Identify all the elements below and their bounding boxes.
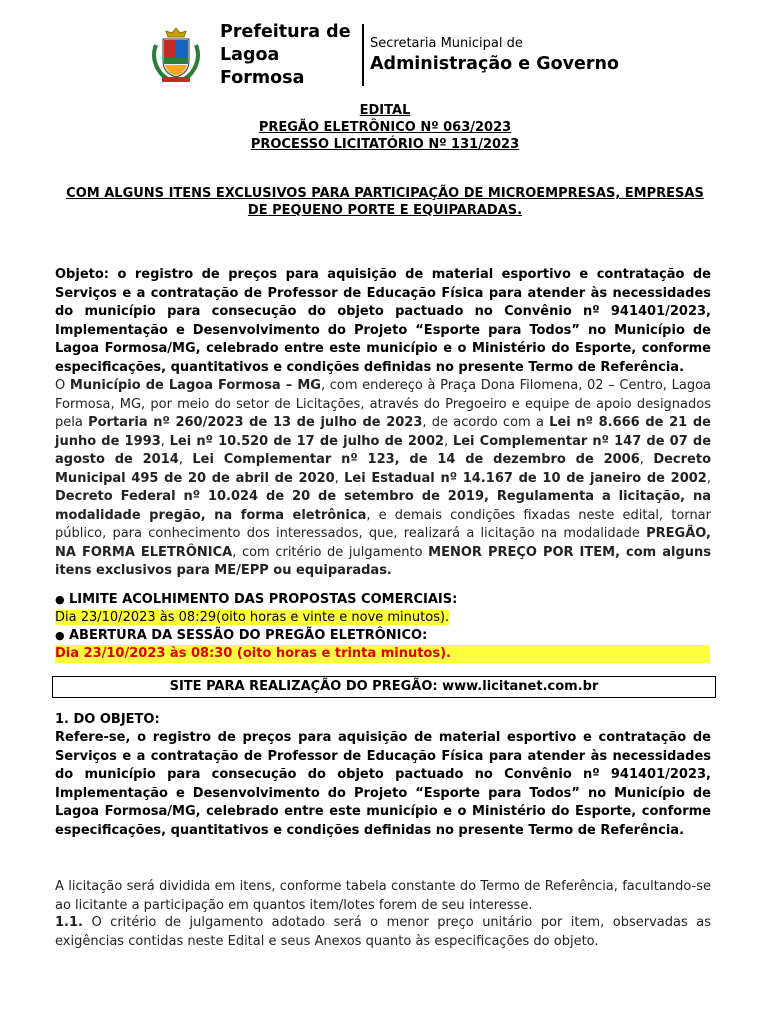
pregao-number: PREGÃO ELETRÔNICO Nº 063/2023	[258, 120, 512, 135]
limite-item	[55, 591, 715, 609]
intro-bold: Lei nº 10.520 de 17 de julho de 2002	[169, 433, 445, 449]
intro-text: ,	[639, 452, 654, 467]
intro-text: , com endereço à Praça Dona Filomena, 02 – Centro, Lagoa Formosa, MG, por meio do setor de Licitações, através do Pregoeiro e equipe de apoio designados pela	[55, 378, 711, 430]
intro-bold: Lei Estadual nº 14.167 de 10 de janeiro de 2002	[344, 470, 707, 486]
intro-bold: Lei Complementar nº 147 de 07 de agosto de 2014	[55, 433, 712, 467]
intro-text: O	[55, 378, 70, 393]
intro-text: , e demais condições fixadas neste edital, tornar público, para conhecimento dos interessados, que, realizará a licitação na modalidade	[55, 507, 711, 541]
abertura-date: Dia 23/10/2023 às 08:30 (oito horas e trinta minutos).	[55, 645, 710, 663]
letterhead	[150, 22, 619, 88]
intro-bold: Decreto Municipal 495 de 20 de abril de 2020	[55, 452, 712, 486]
intro-bold: PREGÃO, NA FORMA ELETRÔNICA	[55, 526, 711, 560]
item-1-1	[55, 914, 711, 951]
org-line-2: Lagoa Formosa	[220, 44, 305, 88]
intro-bold: Decreto Federal nº 10.024 de 20 de setembro de 2019, Regulamenta a licitação, na modalidade pregão, na forma eletrônica	[55, 489, 711, 523]
item-1-1-text: O critério de julgamento adotado será o menor preço unitário por item, observadas as exigências contidas neste Edital e seus Anexos quanto às especificações do objeto.	[55, 915, 711, 949]
intro-text: ,	[444, 433, 453, 449]
intro-bold: Município de Lagoa Formosa – MG	[69, 378, 321, 393]
intro-bold: MENOR PREÇO POR ITEM, com alguns itens exclusivos para ME/EPP ou equiparadas.	[55, 544, 711, 578]
site-box: SITE PARA REALIZAÇÃO DO PREGÃO: www.licitanet.com.br	[52, 676, 716, 698]
intro-bold: Portaria nº 260/2023 de 13 de julho de 2023	[88, 415, 423, 430]
intro-text: , com critério de julgamento	[232, 544, 429, 560]
limite-date: Dia 23/10/2023 às 08:29(oito horas e vinte e nove minutos).	[55, 610, 450, 625]
header-divider	[362, 24, 364, 86]
intro-text: ,	[706, 470, 711, 486]
intro-bold: Lei Complementar nº 123, de 14 de dezembro de 2006	[192, 452, 640, 467]
limite-label: LIMITE ACOLHIMENTO DAS PROPOSTAS COMERCIAIS:	[69, 592, 458, 607]
municipal-crest-icon	[150, 25, 202, 85]
intro-text: ,	[160, 433, 170, 449]
division-paragraph: A licitação será dividida em itens, conforme tabela constante do Termo de Referência, facultando-se ao licitante a participação em quantos item/lotes forem de seu interesse.	[55, 879, 711, 913]
edital-title	[0, 102, 770, 153]
abertura-label: ABERTURA DA SESSÃO DO PREGÃO ELETRÔNICO:	[69, 628, 428, 643]
organization-name	[220, 21, 362, 90]
org-line-1: Prefeitura de	[220, 21, 351, 42]
deadlines	[55, 591, 715, 663]
edital-heading: EDITAL	[359, 103, 411, 118]
secretariat-name	[370, 35, 619, 75]
intro-text: ,	[178, 452, 193, 467]
intro-text: , de acordo com a	[422, 415, 550, 430]
processo-number: PROCESSO LICITATÓRIO Nº 131/2023	[250, 137, 520, 152]
intro-bold: Lei nº 8.666 de 21 de junho de 1993	[55, 415, 711, 449]
intro-text: ,	[334, 470, 345, 486]
intro-paragraph	[55, 377, 711, 581]
abertura-date-row	[55, 645, 715, 663]
section-1-body: Refere-se, o registro de preços para aquisição de material esportivo e contratação de Serviços e a contratação de Professor de Educação Física para atender às necessidades do município para consecução do objeto pactuado no Convênio nº 941401/2023, Implementação e Desenvolvimento do Projeto “Esporte para Todos” no Município de Lagoa Formosa/MG, celebrado entre este município e o Ministério do Esporte, conforme especificações, quantitativos e condições definidas no presente Termo de Referência.	[55, 730, 711, 838]
limite-date-row	[55, 609, 715, 627]
abertura-item	[55, 627, 715, 645]
section-1-heading: 1. DO OBJETO:	[55, 712, 160, 727]
item-1-1-number: 1.1.	[55, 915, 83, 930]
bullet-icon: ●	[55, 629, 65, 642]
bullet-icon: ●	[55, 593, 65, 606]
exclusive-items-note: COM ALGUNS ITENS EXCLUSIVOS PARA PARTICIPAÇÃO DE MICROEMPRESAS, EMPRESAS DE PEQUENO PORTE E EQUIPARADAS.	[66, 186, 704, 218]
objeto-paragraph: Objeto: o registro de preços para aquisição de material esportivo e contratação de Serviços e a contratação de Professor de Educação Física para atender às necessidades do município para consecução do objeto pactuado no Convênio nº 941401/2023, Implementação e Desenvolvimento do Projeto “Esporte para Todos” no Município de Lagoa Formosa/MG, celebrado entre este município e o Ministério do Esporte, conforme especificações, quantitativos e condições definidas no presente Termo de Referência.	[55, 267, 711, 375]
sec-line-2: Administração e Governo	[370, 54, 620, 74]
sec-line-1: Secretaria Municipal de	[370, 36, 523, 51]
